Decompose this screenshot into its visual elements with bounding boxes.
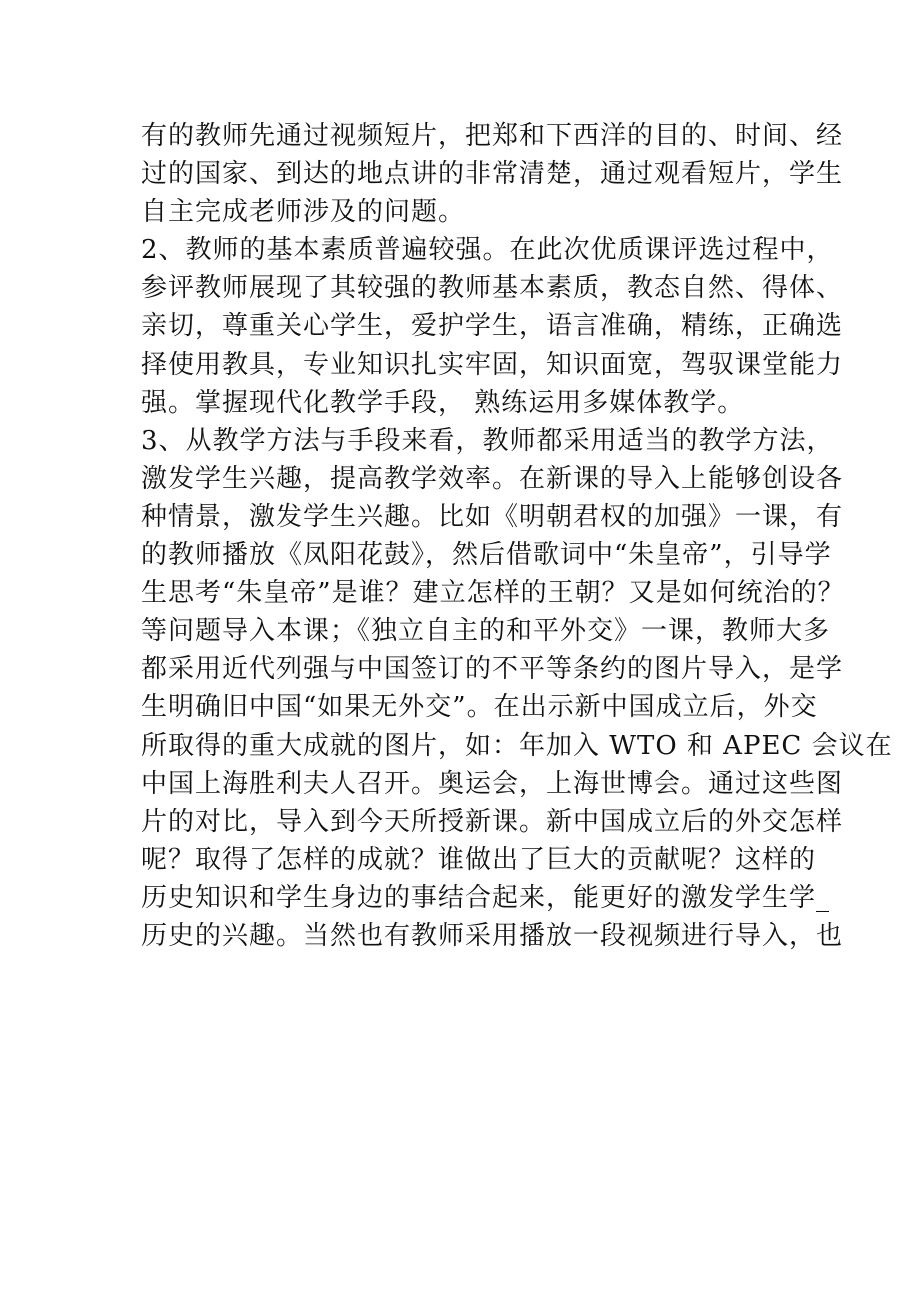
text-line: 种情景，激发学生兴趣。比如《明朝君权的加强》一课，有 [141, 501, 844, 532]
body-text [141, 117, 893, 955]
text-line: 的教师播放《凤阳花鼓》，然后借歌词中“朱皇帝”，引导学 [141, 540, 832, 571]
text-line: 亲切，尊重关心学生，爱护学生，语言准确，精练，正确选 [141, 311, 844, 342]
text-line: 参评教师展现了其较强的教师基本素质，教态自然、得体、 [141, 273, 844, 304]
text-line: 历史的兴趣。当然也有教师采用播放一段视频进行导入，也 [141, 920, 844, 951]
text-line: 等问题导入本课；《独立自主的和平外交》一课，教师大多 [141, 616, 831, 647]
text-line: 历史知识和学生身边的事结合起来，能更好的激发学生学_ [141, 882, 831, 913]
text-line: 2、教师的基本素质普遍较强。在此次优质课评选过程中， [141, 235, 834, 266]
text-line: 呢？取得了怎样的成就？谁做出了巨大的贡献呢？这样的 [141, 844, 817, 875]
text-line: 有的教师先通过视频短片，把郑和下西洋的目的、时间、经 [141, 121, 844, 151]
text-line: 3、从教学方法与手段来看，教师都采用适当的教学方法， [141, 425, 834, 456]
text-line: 生思考“朱皇帝”是谁？建立怎样的王朝？又是如何统治的？ [141, 578, 845, 609]
text-line: 生明确旧中国“如果无外交”。在出示新中国成立后，外交 [141, 692, 818, 723]
text-line: 都采用近代列强与中国签订的不平等条约的图片导入，是学 [141, 654, 844, 685]
text-line: 择使用教具，专业知识扎实牢固，知识面宽，驾驭课堂能力 [141, 349, 844, 380]
text-line: 片的对比，导入到今天所授新课。新中国成立后的外交怎样 [141, 806, 844, 837]
text-line: 所取得的重大成就的图片，如：年加入 WTO 和 APEC 会议在 [141, 730, 893, 761]
text-line: 强。掌握现代化教学手段， 熟练运用多媒体教学。 [141, 387, 745, 418]
text-line: 激发学生兴趣，提高教学效率。在新课的导入上能够创设各 [141, 463, 844, 494]
text-line: 自主完成老师涉及的问题。 [141, 197, 466, 228]
text-line: 过的国家、到达的地点讲的非常清楚，通过观看短片，学生 [141, 159, 844, 190]
text-line: 中国上海胜利夫人召开。奥运会，上海世博会。通过这些图 [141, 768, 844, 799]
